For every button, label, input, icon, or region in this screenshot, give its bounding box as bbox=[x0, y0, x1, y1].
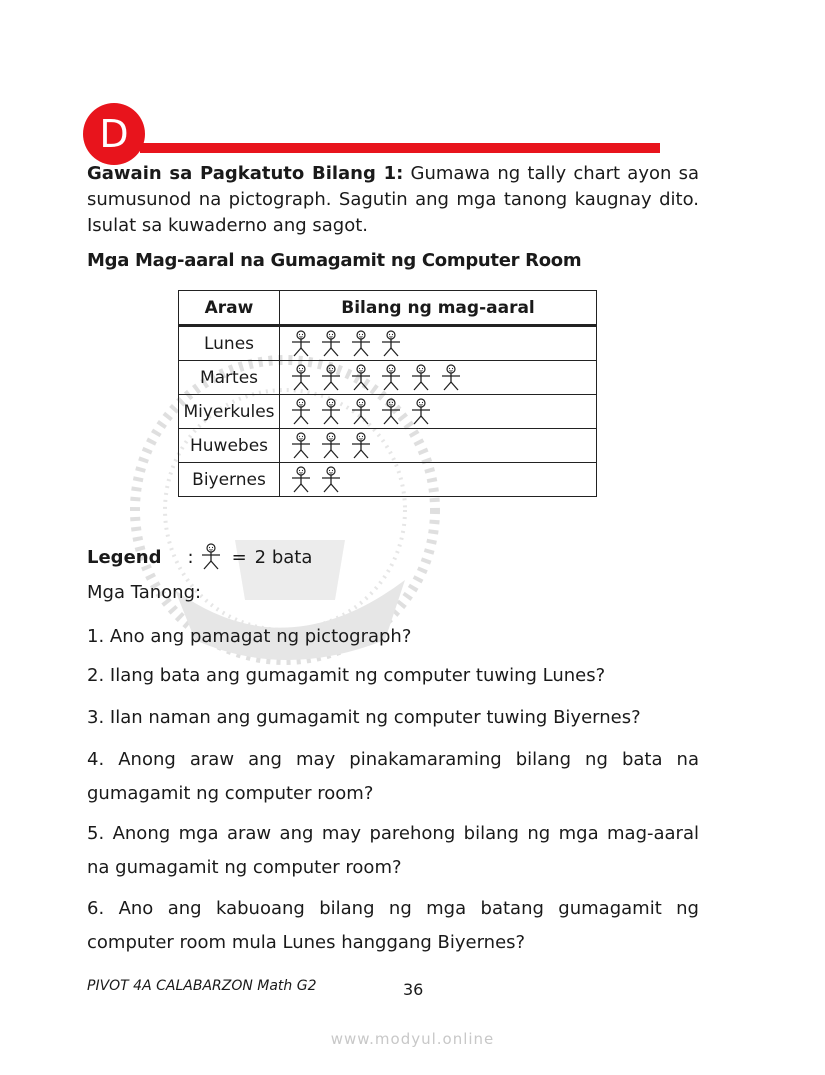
day-cell: Lunes bbox=[179, 326, 280, 361]
person-icon bbox=[350, 364, 372, 392]
icon-cell bbox=[280, 361, 597, 395]
person-icon bbox=[290, 364, 312, 392]
icon-cell bbox=[280, 395, 597, 429]
footer-source: PIVOT 4A CALABARZON Math G2 bbox=[87, 978, 317, 994]
icon-cell bbox=[280, 429, 597, 463]
icon-cell bbox=[280, 463, 597, 497]
person-icon bbox=[320, 432, 342, 460]
person-icon bbox=[290, 432, 312, 460]
person-icon bbox=[380, 330, 402, 358]
person-icon bbox=[320, 466, 342, 494]
section-divider-bar bbox=[140, 143, 660, 153]
site-watermark: www.modyul.online bbox=[330, 1030, 495, 1048]
person-icon bbox=[290, 466, 312, 494]
header-count: Bilang ng mag-aaral bbox=[280, 291, 597, 326]
legend-value: 2 bata bbox=[254, 546, 313, 568]
question-item: 3. Ilan naman ang gumagamit ng computer tuwing Biyernes? bbox=[87, 707, 641, 728]
day-cell: Miyerkules bbox=[179, 395, 280, 429]
person-icon bbox=[350, 432, 372, 460]
day-cell: Biyernes bbox=[179, 463, 280, 497]
person-icon bbox=[350, 398, 372, 426]
pictograph-title: Mga Mag-aaral na Gumagamit ng Computer Room bbox=[87, 250, 582, 271]
day-cell: Martes bbox=[179, 361, 280, 395]
questions-heading: Mga Tanong: bbox=[87, 582, 202, 603]
legend-colon: : bbox=[187, 546, 194, 568]
table-header-row bbox=[179, 291, 597, 326]
pictograph-table bbox=[178, 290, 597, 497]
table-row bbox=[179, 326, 597, 361]
person-icon bbox=[290, 398, 312, 426]
table-row bbox=[179, 429, 597, 463]
question-item: 4. Anong araw ang may pinakamaraming bilang ng bata na gumagamit ng computer room? bbox=[87, 749, 699, 804]
legend-label: Legend bbox=[87, 546, 162, 568]
person-icon bbox=[320, 398, 342, 426]
icon-cell bbox=[280, 326, 597, 361]
person-icon bbox=[320, 364, 342, 392]
table-row bbox=[179, 463, 597, 497]
section-letter-badge: D bbox=[83, 103, 145, 165]
person-icon bbox=[380, 364, 402, 392]
activity-instructions bbox=[87, 161, 699, 239]
table-row bbox=[179, 395, 597, 429]
legend bbox=[87, 543, 312, 571]
question-item: 5. Anong mga araw ang may parehong bilang ng mga mag-aaral na gumagamit ng computer room? bbox=[87, 823, 699, 878]
person-icon bbox=[410, 364, 432, 392]
question-item: 2. Ilang bata ang gumagamit ng computer tuwing Lunes? bbox=[87, 665, 606, 686]
person-icon bbox=[350, 330, 372, 358]
question-item: 6. Ano ang kabuoang bilang ng mga batang gumagamit ng computer room mula Lunes hanggang Biyernes? bbox=[87, 898, 699, 953]
person-icon bbox=[320, 330, 342, 358]
person-icon bbox=[380, 398, 402, 426]
header-day: Araw bbox=[179, 291, 280, 326]
question-item: 1. Ano ang pamagat ng pictograph? bbox=[87, 626, 412, 647]
legend-equals: = bbox=[231, 546, 247, 568]
person-icon bbox=[440, 364, 462, 392]
activity-label: Gawain sa Pagkatuto Bilang 1: bbox=[87, 163, 404, 184]
person-icon bbox=[410, 398, 432, 426]
page-number: 36 bbox=[403, 980, 424, 999]
person-icon bbox=[290, 330, 312, 358]
legend-person-icon bbox=[200, 543, 222, 571]
day-cell: Huwebes bbox=[179, 429, 280, 463]
table-row bbox=[179, 361, 597, 395]
activity-text: Gumawa ng tally chart ayon sa sumusunod na pictograph. Sagutin ang mga tanong kaugnay dito. Isulat sa kuwaderno ang sagot. bbox=[87, 163, 699, 236]
